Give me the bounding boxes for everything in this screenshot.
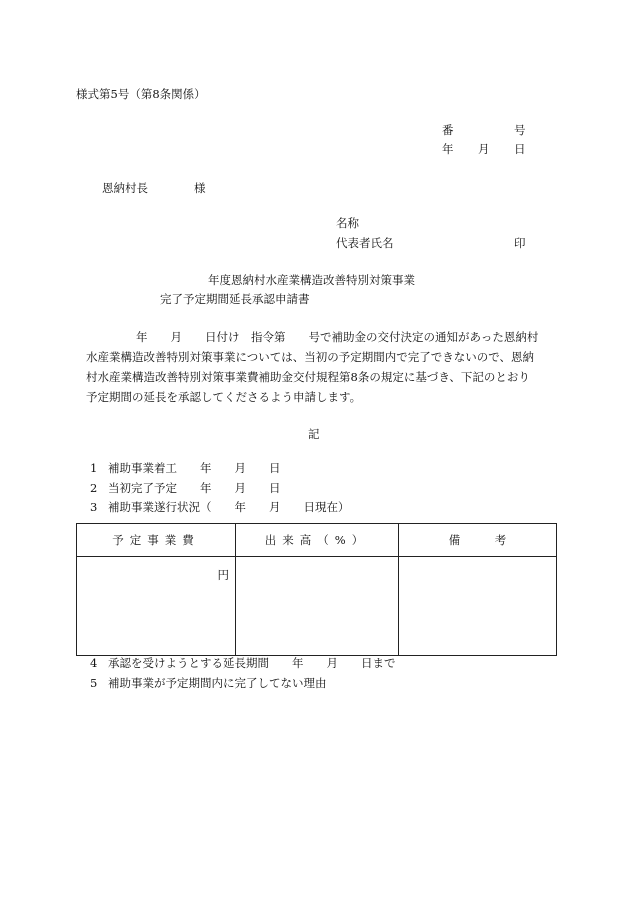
item-text: 承認を受けようとする延長期間 年 月 日まで <box>108 656 396 670</box>
body-line: 水産業構造改善特別対策事業については、当初の予定期間内で完了できないので、恩納 <box>86 350 535 364</box>
item-text: 当初完了予定 年 月 日 <box>108 481 281 495</box>
applicant-name-label: 名称 <box>336 216 359 230</box>
item-number: 4 <box>90 656 98 670</box>
body-paragraph <box>86 327 560 407</box>
item-number: 3 <box>90 500 98 514</box>
item-text: 補助事業が予定期間内に完了してない理由 <box>108 676 327 690</box>
seal-mark: 印 <box>514 236 526 250</box>
body-line: 村水産業構造改善特別対策事業費補助金交付規程第8条の規定に基づき、下記のとおり <box>86 370 530 384</box>
addressee-name: 恩納村長 <box>102 181 148 195</box>
applicant-rep-label: 代表者氏名 <box>336 236 394 250</box>
table-header-cell: 備 考 <box>399 524 557 557</box>
body-line: 予定期間の延長を承認してくださるよう申請します。 <box>86 390 362 404</box>
number-suffix: 号 <box>514 123 526 137</box>
date-day: 日 <box>514 142 526 156</box>
table-header-row <box>77 524 557 557</box>
date-year: 年 <box>442 142 454 156</box>
body-line: 年 月 日付け 指令第 号で補助金の交付決定の通知があった恩納村 <box>136 330 539 344</box>
form-label: 様式第5号（第8条関係） <box>76 87 206 101</box>
item-number: 2 <box>90 481 98 495</box>
addressee-honorific: 様 <box>194 181 206 195</box>
title-line-1: 年度恩納村水産業構造改善特別対策事業 <box>208 273 415 287</box>
table-header-cell: 予定事業費 <box>77 524 236 557</box>
item-number: 1 <box>90 461 98 475</box>
item-text: 補助事業着工 年 月 日 <box>108 461 281 475</box>
date-month: 月 <box>478 142 490 156</box>
table-cell-progress <box>236 557 399 656</box>
item-text: 補助事業遂行状況（ 年 月 日現在） <box>108 500 350 514</box>
table-header-cell: 出来高（%） <box>236 524 399 557</box>
ki-heading: 記 <box>308 427 320 441</box>
yen-unit: 円 <box>217 568 229 582</box>
table-cell-planned-cost <box>77 557 236 656</box>
item-number: 5 <box>90 676 98 690</box>
progress-table <box>76 523 557 656</box>
table-row <box>77 557 557 656</box>
title-line-2: 完了予定期間延長承認申請書 <box>160 292 310 306</box>
number-label: 番 <box>442 123 454 137</box>
table-cell-remarks <box>399 557 557 656</box>
